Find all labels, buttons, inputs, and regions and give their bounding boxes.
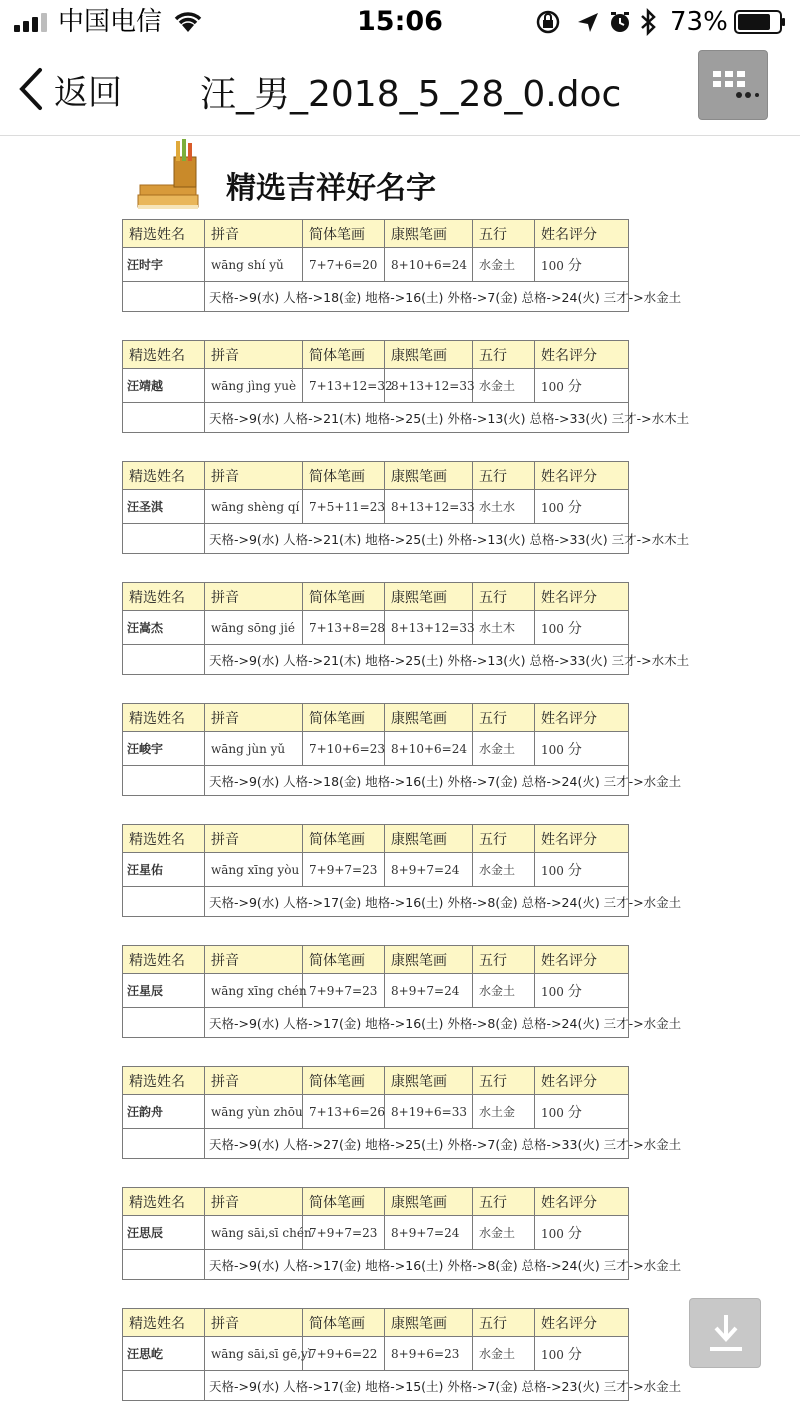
header-name: 精选姓名 xyxy=(123,1188,205,1216)
header-simplified-strokes: 简体笔画 xyxy=(303,341,385,369)
empty-cell xyxy=(123,524,205,554)
header-score: 姓名评分 xyxy=(535,825,629,853)
header-simplified-strokes: 简体笔画 xyxy=(303,825,385,853)
header-kangxi-strokes: 康熙笔画 xyxy=(385,704,473,732)
document-header xyxy=(136,137,466,217)
candidate-name: 汪峻宇 xyxy=(123,732,205,766)
status-icons xyxy=(536,8,660,36)
download-button[interactable] xyxy=(689,1298,761,1368)
header-kangxi-strokes: 康熙笔画 xyxy=(385,462,473,490)
wuxing-value: 水金土 xyxy=(473,1337,535,1371)
name-card xyxy=(122,824,682,917)
header-name: 精选姓名 xyxy=(123,462,205,490)
header-simplified-strokes: 简体笔画 xyxy=(303,1067,385,1095)
empty-cell xyxy=(123,1008,205,1038)
header-pinyin: 拼音 xyxy=(205,704,303,732)
header-wuxing: 五行 xyxy=(473,946,535,974)
header-kangxi-strokes: 康熙笔画 xyxy=(385,1188,473,1216)
pinyin-value: wāng yùn zhōu xyxy=(205,1095,303,1129)
menu-button[interactable] xyxy=(698,50,768,120)
kangxi-strokes-value: 8+19+6=33 xyxy=(385,1095,473,1129)
header-simplified-strokes: 简体笔画 xyxy=(303,1188,385,1216)
document-heading: 精选吉祥好名字 xyxy=(226,171,436,206)
kangxi-strokes-value: 8+13+12=33 xyxy=(385,490,473,524)
pinyin-value: wāng sāi,sī gē,yì xyxy=(205,1337,303,1371)
header-simplified-strokes: 简体笔画 xyxy=(303,462,385,490)
simplified-strokes-value: 7+13+8=28 xyxy=(303,611,385,645)
kangxi-strokes-value: 8+13+12=33 xyxy=(385,369,473,403)
score-unit: 分 xyxy=(567,378,582,395)
header-name: 精选姓名 xyxy=(123,946,205,974)
score-value xyxy=(535,1337,629,1371)
header-wuxing: 五行 xyxy=(473,583,535,611)
score-unit: 分 xyxy=(567,1346,582,1363)
back-button[interactable] xyxy=(16,64,122,114)
header-score: 姓名评分 xyxy=(535,1309,629,1337)
kangxi-strokes-value: 8+9+7=24 xyxy=(385,853,473,887)
wuxing-value: 水土水 xyxy=(473,490,535,524)
empty-cell xyxy=(123,282,205,312)
pinyin-value: wāng jìng yuè xyxy=(205,369,303,403)
clock-time: 15:06 xyxy=(357,6,443,37)
score-number: 100 xyxy=(541,742,564,757)
score-number: 100 xyxy=(541,379,564,394)
empty-cell xyxy=(123,1371,205,1401)
header-name: 精选姓名 xyxy=(123,583,205,611)
simplified-strokes-value: 7+9+7=23 xyxy=(303,974,385,1008)
header-wuxing: 五行 xyxy=(473,220,535,248)
empty-cell xyxy=(123,403,205,433)
kangxi-strokes-value: 8+10+6=24 xyxy=(385,248,473,282)
header-name: 精选姓名 xyxy=(123,1067,205,1095)
battery-percent: 73% xyxy=(670,7,728,37)
wuxing-value: 水土木 xyxy=(473,611,535,645)
score-unit: 分 xyxy=(567,862,582,879)
back-chevron-icon xyxy=(16,66,46,112)
header-wuxing: 五行 xyxy=(473,704,535,732)
header-simplified-strokes: 简体笔画 xyxy=(303,1309,385,1337)
header-pinyin: 拼音 xyxy=(205,341,303,369)
header-pinyin: 拼音 xyxy=(205,1067,303,1095)
header-name: 精选姓名 xyxy=(123,825,205,853)
header-score: 姓名评分 xyxy=(535,462,629,490)
candidate-name: 汪韵舟 xyxy=(123,1095,205,1129)
wuxing-value: 水金土 xyxy=(473,974,535,1008)
score-unit: 分 xyxy=(567,1225,582,1242)
wuge-analysis: 天格->9(水) 人格->17(金) 地格->16(土) 外格->8(金) 总格->24(火) 三才->水金土 xyxy=(205,1008,629,1038)
header-wuxing: 五行 xyxy=(473,1188,535,1216)
pinyin-value: wāng sōng jié xyxy=(205,611,303,645)
wuxing-value: 水金土 xyxy=(473,853,535,887)
name-card xyxy=(122,461,690,554)
empty-cell xyxy=(123,1129,205,1159)
document-title: 汪_男_2018_5_28_0.doc xyxy=(200,74,622,115)
wuxing-value: 水金土 xyxy=(473,248,535,282)
header-kangxi-strokes: 康熙笔画 xyxy=(385,1309,473,1337)
score-number: 100 xyxy=(541,500,564,515)
header-simplified-strokes: 简体笔画 xyxy=(303,704,385,732)
header-simplified-strokes: 简体笔画 xyxy=(303,946,385,974)
header-wuxing: 五行 xyxy=(473,341,535,369)
alarm-icon xyxy=(611,12,629,32)
empty-cell xyxy=(123,1250,205,1280)
score-number: 100 xyxy=(541,1347,564,1362)
wuge-analysis: 天格->9(水) 人格->18(金) 地格->16(土) 外格->7(金) 总格->24(火) 三才->水金土 xyxy=(205,282,629,312)
header-score: 姓名评分 xyxy=(535,704,629,732)
header-wuxing: 五行 xyxy=(473,1067,535,1095)
header-pinyin: 拼音 xyxy=(205,946,303,974)
simplified-strokes-value: 7+5+11=23 xyxy=(303,490,385,524)
pinyin-value: wāng xīng chén xyxy=(205,974,303,1008)
name-card xyxy=(122,340,690,433)
books-pencils-icon xyxy=(136,137,206,211)
header-score: 姓名评分 xyxy=(535,583,629,611)
wuge-analysis: 天格->9(水) 人格->17(金) 地格->15(土) 外格->7(金) 总格->23(火) 三才->水金土 xyxy=(205,1371,629,1401)
score-number: 100 xyxy=(541,863,564,878)
header-pinyin: 拼音 xyxy=(205,220,303,248)
wuge-analysis: 天格->9(水) 人格->21(木) 地格->25(土) 外格->13(火) 总格->33(火) 三才->水木土 xyxy=(205,524,629,554)
simplified-strokes-value: 7+10+6=23 xyxy=(303,732,385,766)
header-name: 精选姓名 xyxy=(123,704,205,732)
name-card xyxy=(122,1187,682,1280)
pinyin-value: wāng jùn yǔ xyxy=(205,732,303,766)
empty-cell xyxy=(123,766,205,796)
candidate-name: 汪靖越 xyxy=(123,369,205,403)
header-kangxi-strokes: 康熙笔画 xyxy=(385,583,473,611)
score-value xyxy=(535,853,629,887)
score-number: 100 xyxy=(541,1226,564,1241)
score-number: 100 xyxy=(541,984,564,999)
name-card xyxy=(122,703,682,796)
header-wuxing: 五行 xyxy=(473,825,535,853)
header-kangxi-strokes: 康熙笔画 xyxy=(385,220,473,248)
name-card xyxy=(122,219,682,312)
header-kangxi-strokes: 康熙笔画 xyxy=(385,946,473,974)
header-name: 精选姓名 xyxy=(123,220,205,248)
empty-cell xyxy=(123,887,205,917)
wuge-analysis: 天格->9(水) 人格->27(金) 地格->25(土) 外格->7(金) 总格->33(火) 三才->水金土 xyxy=(205,1129,629,1159)
score-unit: 分 xyxy=(567,1104,582,1121)
score-value xyxy=(535,1216,629,1250)
header-name: 精选姓名 xyxy=(123,1309,205,1337)
score-unit: 分 xyxy=(567,620,582,637)
document-view[interactable] xyxy=(0,137,800,1422)
nav-bar xyxy=(0,44,800,136)
simplified-strokes-value: 7+9+7=23 xyxy=(303,853,385,887)
candidate-name: 汪时宇 xyxy=(123,248,205,282)
score-value xyxy=(535,490,629,524)
candidate-name: 汪思辰 xyxy=(123,1216,205,1250)
kangxi-strokes-value: 8+13+12=33 xyxy=(385,611,473,645)
kangxi-strokes-value: 8+9+6=23 xyxy=(385,1337,473,1371)
header-score: 姓名评分 xyxy=(535,1067,629,1095)
candidate-name: 汪嵩杰 xyxy=(123,611,205,645)
candidate-name: 汪星辰 xyxy=(123,974,205,1008)
simplified-strokes-value: 7+9+6=22 xyxy=(303,1337,385,1371)
carrier-label: 中国电信 xyxy=(58,7,163,37)
wuxing-value: 水金土 xyxy=(473,369,535,403)
score-value xyxy=(535,248,629,282)
kangxi-strokes-value: 8+10+6=24 xyxy=(385,732,473,766)
score-value xyxy=(535,974,629,1008)
wuxing-value: 水土金 xyxy=(473,1095,535,1129)
score-unit: 分 xyxy=(567,983,582,1000)
pinyin-value: wāng sāi,sī chén xyxy=(205,1216,303,1250)
header-pinyin: 拼音 xyxy=(205,583,303,611)
score-value xyxy=(535,732,629,766)
wuge-analysis: 天格->9(水) 人格->17(金) 地格->16(土) 外格->8(金) 总格->24(火) 三才->水金土 xyxy=(205,887,629,917)
pinyin-value: wāng xīng yòu xyxy=(205,853,303,887)
header-pinyin: 拼音 xyxy=(205,1309,303,1337)
score-unit: 分 xyxy=(567,499,582,516)
header-pinyin: 拼音 xyxy=(205,825,303,853)
header-kangxi-strokes: 康熙笔画 xyxy=(385,1067,473,1095)
candidate-name: 汪圣淇 xyxy=(123,490,205,524)
kangxi-strokes-value: 8+9+7=24 xyxy=(385,1216,473,1250)
score-unit: 分 xyxy=(567,741,582,758)
score-value xyxy=(535,611,629,645)
simplified-strokes-value: 7+7+6=20 xyxy=(303,248,385,282)
kangxi-strokes-value: 8+9+7=24 xyxy=(385,974,473,1008)
score-value xyxy=(535,1095,629,1129)
status-bar xyxy=(0,0,800,44)
header-name: 精选姓名 xyxy=(123,341,205,369)
header-pinyin: 拼音 xyxy=(205,1188,303,1216)
pinyin-value: wāng shí yǔ xyxy=(205,248,303,282)
name-card xyxy=(122,1308,682,1401)
wuxing-value: 水金土 xyxy=(473,732,535,766)
wuge-analysis: 天格->9(水) 人格->21(木) 地格->25(土) 外格->13(火) 总格->33(火) 三才->水木土 xyxy=(205,403,629,433)
location-icon xyxy=(578,13,598,32)
empty-cell xyxy=(123,645,205,675)
wuge-analysis: 天格->9(水) 人格->21(木) 地格->25(土) 外格->13(火) 总格->33(火) 三才->水木土 xyxy=(205,645,629,675)
simplified-strokes-value: 7+13+12=32 xyxy=(303,369,385,403)
pinyin-value: wāng shèng qí xyxy=(205,490,303,524)
header-score: 姓名评分 xyxy=(535,341,629,369)
back-label: 返回 xyxy=(54,72,122,113)
score-unit: 分 xyxy=(567,257,582,274)
wuge-analysis: 天格->9(水) 人格->17(金) 地格->16(土) 外格->8(金) 总格->24(火) 三才->水金土 xyxy=(205,1250,629,1280)
name-card xyxy=(122,1066,682,1159)
lock-rotation-icon xyxy=(538,12,558,32)
score-number: 100 xyxy=(541,258,564,273)
wuxing-value: 水金土 xyxy=(473,1216,535,1250)
score-number: 100 xyxy=(541,1105,564,1120)
header-pinyin: 拼音 xyxy=(205,462,303,490)
battery-icon xyxy=(734,10,786,34)
header-score: 姓名评分 xyxy=(535,946,629,974)
simplified-strokes-value: 7+9+7=23 xyxy=(303,1216,385,1250)
candidate-name: 汪星佑 xyxy=(123,853,205,887)
score-number: 100 xyxy=(541,621,564,636)
header-score: 姓名评分 xyxy=(535,220,629,248)
download-icon xyxy=(706,1311,746,1355)
header-wuxing: 五行 xyxy=(473,462,535,490)
name-card xyxy=(122,945,682,1038)
simplified-strokes-value: 7+13+6=26 xyxy=(303,1095,385,1129)
header-wuxing: 五行 xyxy=(473,1309,535,1337)
name-card xyxy=(122,582,690,675)
header-kangxi-strokes: 康熙笔画 xyxy=(385,825,473,853)
header-score: 姓名评分 xyxy=(535,1188,629,1216)
header-simplified-strokes: 简体笔画 xyxy=(303,220,385,248)
wuge-analysis: 天格->9(水) 人格->18(金) 地格->16(土) 外格->7(金) 总格->24(火) 三才->水金土 xyxy=(205,766,629,796)
header-simplified-strokes: 简体笔画 xyxy=(303,583,385,611)
score-value xyxy=(535,369,629,403)
menu-grid-icon xyxy=(711,69,759,103)
candidate-name: 汪思屹 xyxy=(123,1337,205,1371)
header-kangxi-strokes: 康熙笔画 xyxy=(385,341,473,369)
bluetooth-icon xyxy=(642,11,654,33)
